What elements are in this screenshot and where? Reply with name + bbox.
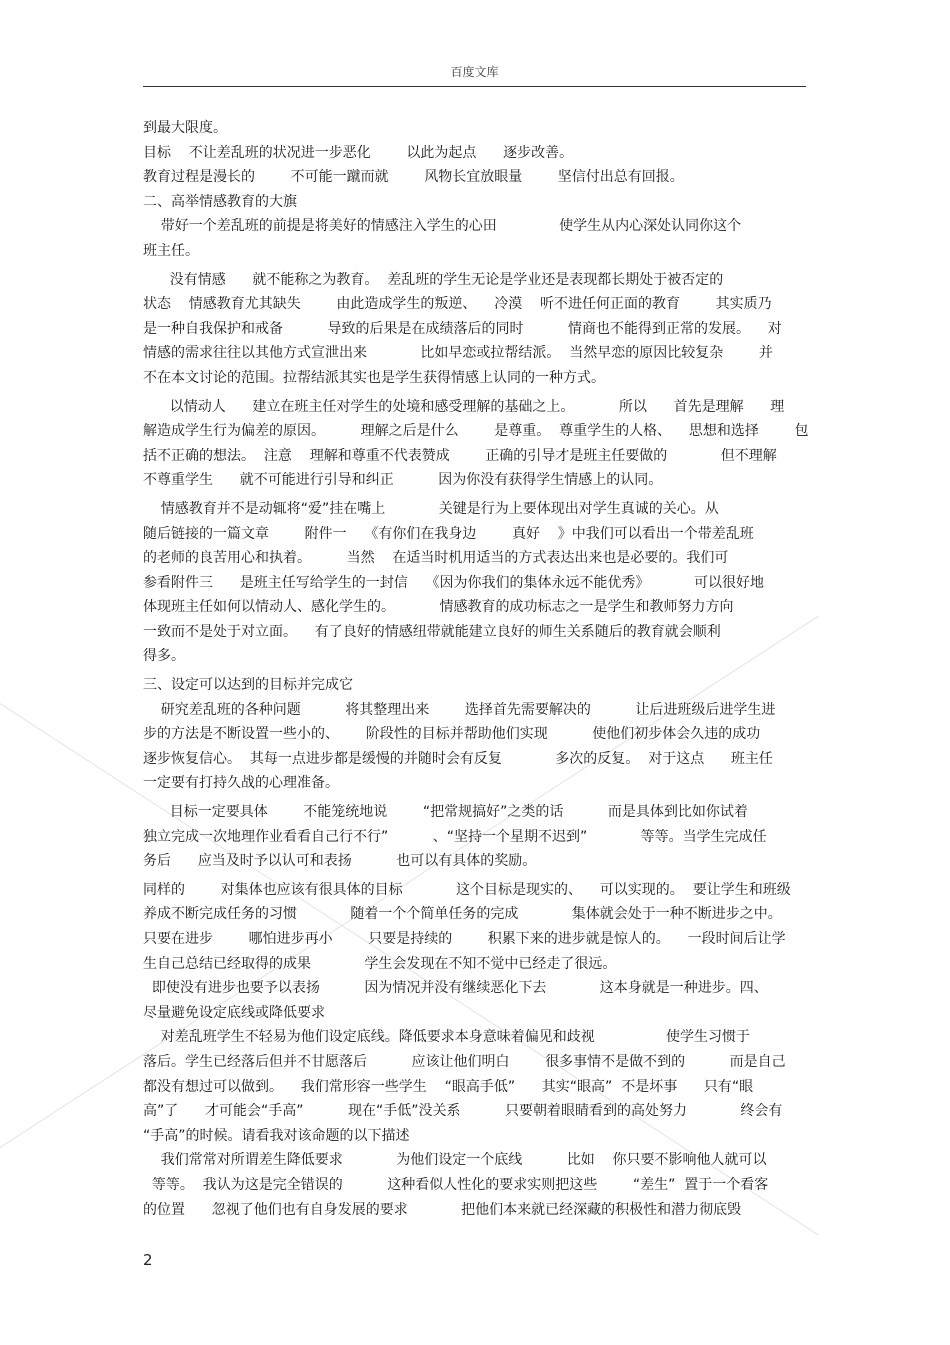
text-line: 没有情感 就不能称之为教育。 差乱班的学生无论是学业还是表现都长期处于被否定的	[143, 271, 724, 288]
text-line: 二、高举情感教育的大旗	[143, 193, 297, 210]
text-line: 尽量避免设定底线或降低要求	[143, 1004, 325, 1021]
text-line: 情感的需求往往以其他方式宣泄出来 比如早恋或拉帮结派。 当然早恋的原因比较复杂 并	[143, 345, 773, 362]
text-line: 得多。	[143, 648, 185, 665]
text-line: 逐步恢复信心。 其每一点进步都是缓慢的并随时会有反复 多次的反复。 对于这点 班主任	[143, 750, 773, 767]
text-line: 不尊重学生 就不可能进行引导和纠正 因为你没有获得学生情感上的认同。	[143, 472, 663, 489]
text-line: 括不正确的想法。 注意 理解和尊重不代表赞成 正确的引导才是班主任要做的 但不理解	[143, 447, 777, 464]
text-line: 是一种自我保护和戒备 导致的后果是在成绩落后的同时 情商也不能得到正常的发展。 对	[143, 320, 782, 337]
text-line: 同样的 对集体也应该有很具体的目标 这个目标是现实的、 可以实现的。 要让学生和班级	[143, 881, 791, 898]
text-line: 务后 应当及时予以认可和表扬 也可以有具体的奖励。	[143, 853, 537, 870]
text-line: 带好一个差乱班的前提是将美好的情感注入学生的心田 使学生从内心深处认同你这个	[143, 218, 742, 235]
header-title: 百度文库	[450, 65, 499, 79]
text-line: 即使没有进步也要予以表扬 因为情况并没有继续恶化下去 这本身就是一种进步。四、	[143, 980, 768, 997]
text-line: 三、设定可以达到的目标并完成它	[143, 677, 353, 694]
text-line: 以情动人 建立在班主任对学生的处境和感受理解的基础之上。 所以 首先是理解 理	[143, 398, 785, 415]
text-line: 体现班主任如何以情动人、感化学生的。 情感教育的成功标志之一是学生和教师努力方向	[143, 599, 734, 616]
text-line: 步的方法是不断设置一些小的、 阶段性的目标并帮助他们实现 使他们初步体会久违的成功	[143, 726, 761, 743]
text-line: 一定要有打持久战的心理准备。	[143, 775, 339, 792]
text-line: 的老师的良苦用心和执着。 当然 在适当时机用适当的方式表达出来也是必要的。我们可	[143, 550, 729, 567]
text-line: 状态 情感教育尤其缺失 由此造成学生的叛逆、 冷漠 听不进任何正面的教育 其实质乃	[143, 296, 772, 313]
text-line: 目标一定要具体 不能笼统地说 “把常规搞好”之类的话 而是具体到比如你试着	[143, 804, 748, 821]
text-line: 解造成学生行为偏差的原因。 理解之后是什么 是尊重。 尊重学生的人格、 思想和选择 包	[143, 423, 809, 440]
text-line: 都没有想过可以做到。 我们常形容一些学生 “眼高手低” 其实“眼高” 不是坏事 只有“眼	[143, 1078, 754, 1095]
text-line: 班主任。	[143, 242, 199, 259]
text-line: 只要在进步 哪怕进步再小 只要是持续的 积累下来的进步就是惊人的。 一段时间后让学	[143, 931, 786, 947]
text-line: 一致而不是处于对立面。 有了良好的情感纽带就能建立良好的师生关系随后的教育就会顺利	[143, 623, 721, 640]
text-line: 高”了 才可能会“手高” 现在“手低”没关系 只要朝着眼睛看到的高处努力 终会有	[143, 1103, 783, 1120]
text-line: 随后链接的一篇文章 附件一 《有你们在我身边 真好 》中我们可以看出一个带差乱班	[143, 525, 754, 542]
text-line: “手高”的时候。请看我对该命题的以下描述	[143, 1127, 410, 1144]
text-line: 等等。 我认为这是完全错误的 这种看似人性化的要求实则把这些 “差生” 置于一个看客	[143, 1176, 769, 1193]
document-body	[143, 116, 808, 1222]
text-line: 的位置 忽视了他们也有自身发展的要求 把他们本来就已经深藏的积极性和潜力彻底毁	[143, 1201, 742, 1218]
page-header	[143, 64, 806, 87]
text-line: 生自己总结已经取得的成果 学生会发现在不知不觉中已经走了很远。	[143, 955, 617, 972]
text-line: 独立完成一次地理作业看看自己行不行” 、“坚持一个星期不迟到” 等等。当学生完成任	[143, 828, 767, 845]
text-line: 不在本文讨论的范围。拉帮结派其实也是学生获得情感上认同的一种方式。	[143, 369, 605, 386]
text-line: 我们常常对所谓差生降低要求 为他们设定一个底线 比如 你只要不影响他人就可以	[143, 1152, 767, 1169]
text-line: 到最大限度。	[143, 120, 227, 136]
text-line: 情感教育并不是动辄将“爱”挂在嘴上 关键是行为上要体现出对学生真诚的关心。从	[143, 500, 719, 517]
text-line: 养成不断完成任务的习惯 随着一个个简单任务的完成 集体就会处于一种不断进步之中。	[143, 906, 782, 923]
text-line: 落后。学生已经落后但并不甘愿落后 应该让他们明白 很多事情不是做不到的 而是自己	[143, 1053, 786, 1070]
page-number: 2	[143, 1251, 153, 1269]
text-line: 教育过程是漫长的 不可能一蹴而就 风物长宜放眼量 坚信付出总有回报。	[143, 169, 684, 186]
text-line: 目标 不让差乱班的状况进一步恶化 以此为起点 逐步改善。	[143, 144, 574, 161]
text-line: 研究差乱班的各种问题 将其整理出来 选择首先需要解决的 让后进班级后进学生进	[143, 701, 776, 718]
text-line: 参看附件三 是班主任写给学生的一封信 《因为你我们的集体永远不能优秀》 可以很好地	[143, 574, 765, 591]
text-line: 对差乱班学生不轻易为他们设定底线。降低要求本身意味着偏见和歧视 使学生习惯于	[143, 1029, 751, 1046]
